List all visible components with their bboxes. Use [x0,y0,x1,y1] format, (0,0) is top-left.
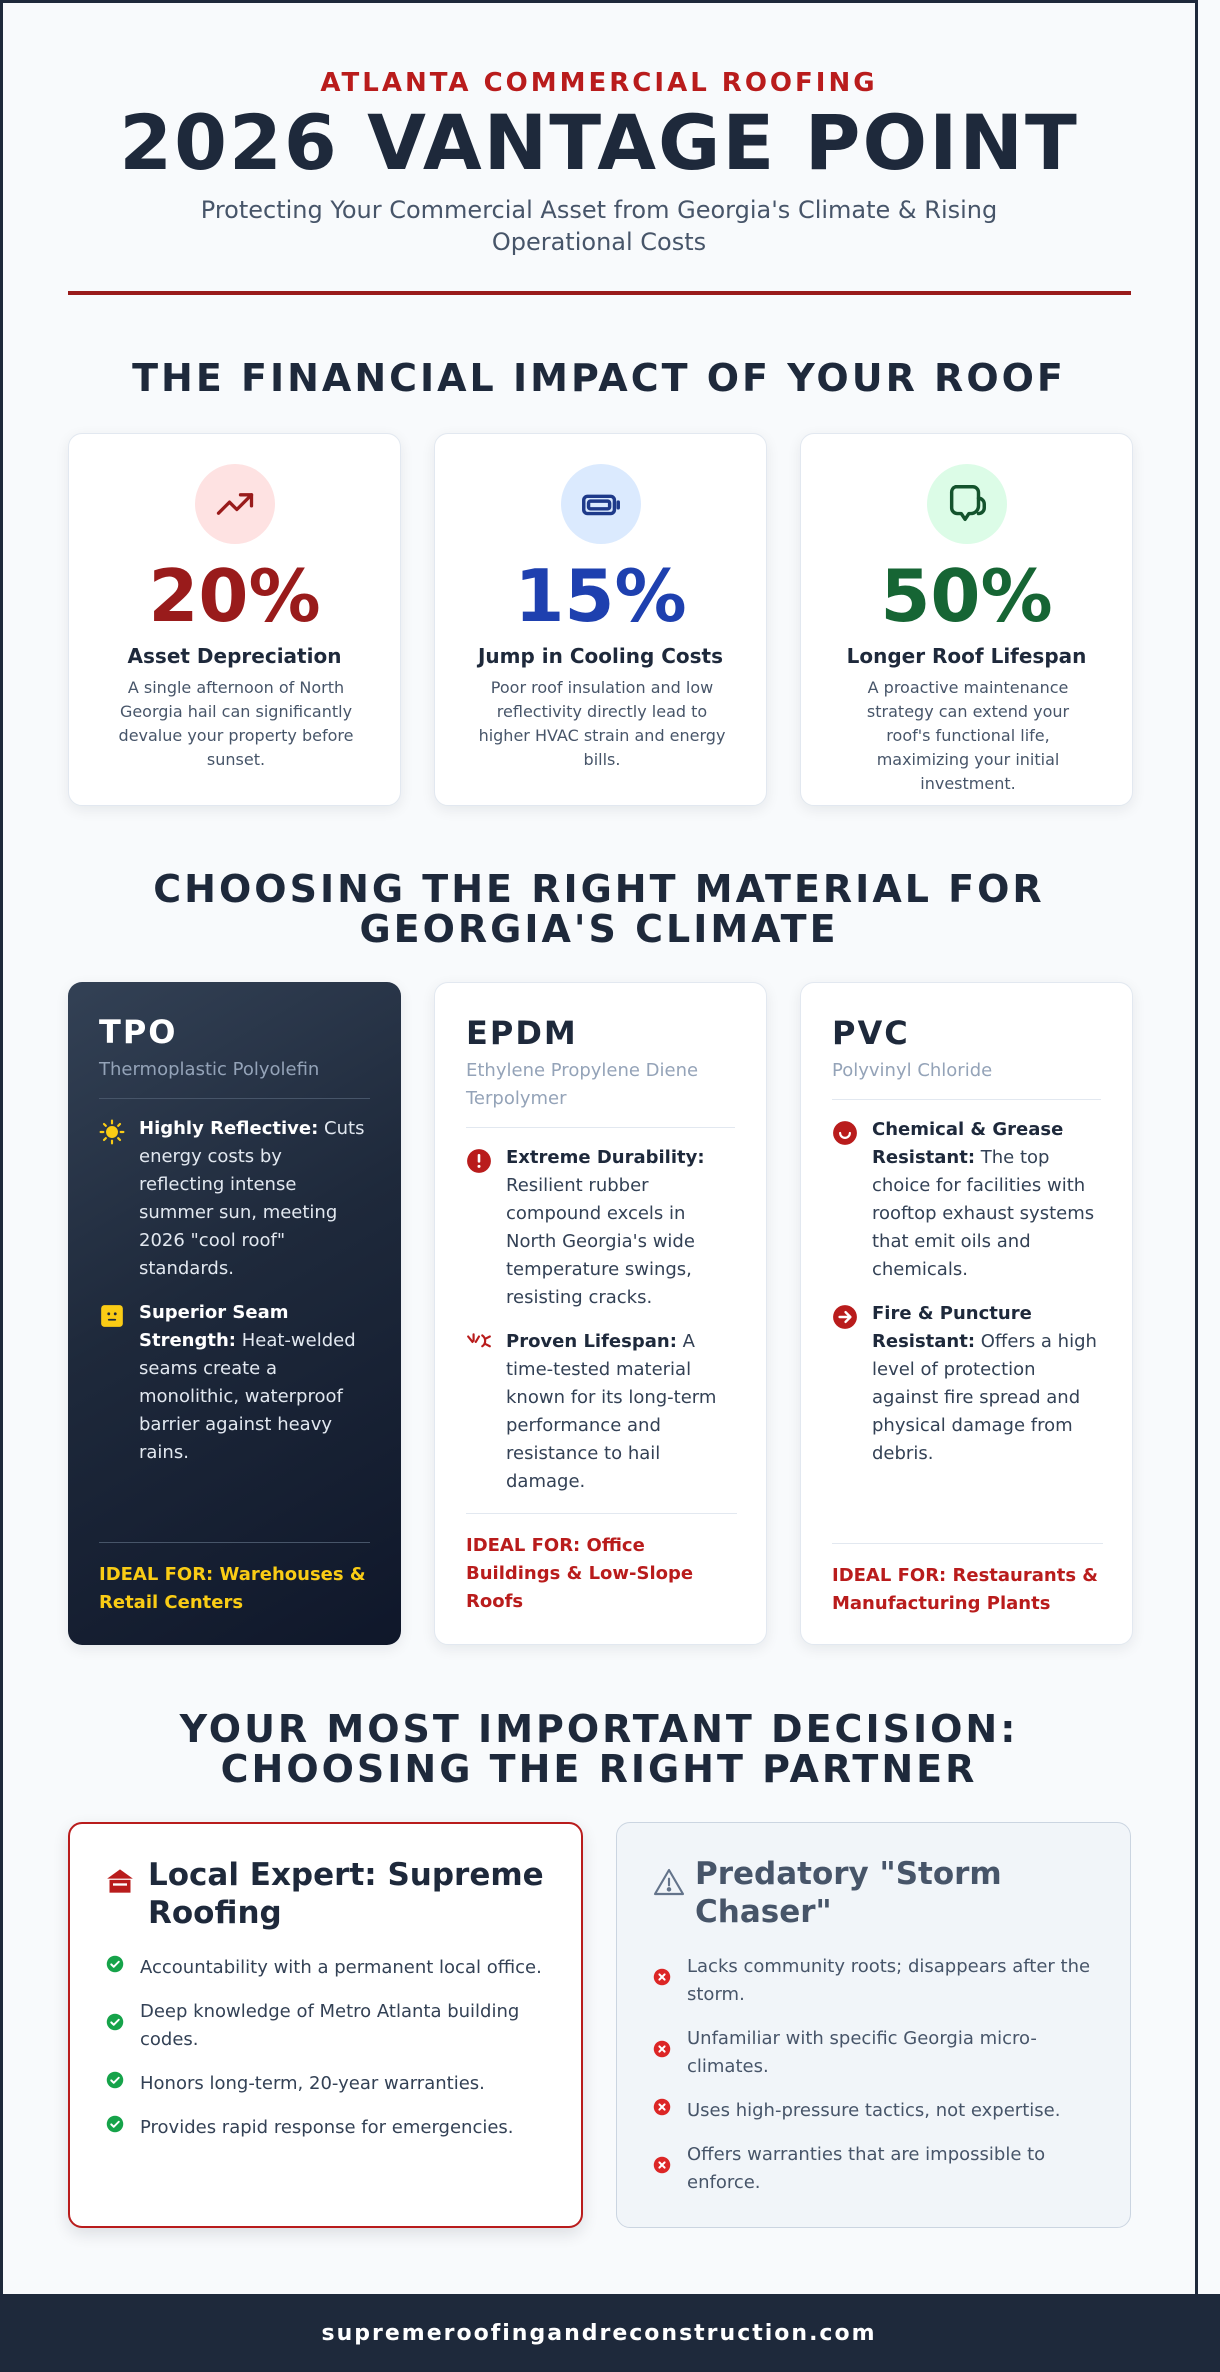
stat-label: Longer Roof Lifespan [846,644,1087,668]
storm-chaser-title: Predatory "Storm Chaser" [695,1856,1002,1930]
list-item-text: Uses high-pressure tactics, not expertise. [687,2100,1061,2121]
stat-description: A proactive maintenance strategy can extend your roof's functional life, maximizing your initial investment. [866,678,1070,793]
drop-icon [832,1116,872,1284]
stat-label: Asset Depreciation [127,644,342,668]
material-fullname: Thermoplastic Polyolefin [99,1056,370,1099]
feature-text: The top choice for facilities with rooftop exhaust systems that emit oils and chemicals. [872,1147,1095,1280]
page-subtitle: Protecting Your Commercial Asset from Georgia's Climate & Rising Operational Costs [200,196,998,256]
stat-description: A single afternoon of North Georgia hail can significantly devalue your property before sunset. [118,678,354,769]
list-item [106,2114,545,2142]
feature-text: Heat-welded seams create a monolithic, waterproof barrier against heavy rains. [139,1330,356,1463]
feature-title: Highly Reflective: [139,1118,319,1139]
material-name: PVC [832,1014,910,1052]
x-circle-icon [653,1967,687,1995]
home-icon [106,1856,148,1898]
material-name: EPDM [466,1014,578,1052]
hail-icon [466,1328,506,1496]
alert-icon [466,1144,506,1312]
trend-up-icon [195,464,275,544]
material-card-pvc [800,982,1133,1645]
list-item-text: Unfamiliar with specific Georgia micro-climates. [687,2028,1037,2077]
feature-title: Fire & Puncture Resistant: [872,1303,1032,1352]
seam-icon [99,1299,139,1467]
list-item [653,2141,1094,2197]
list-item [653,2025,1094,2081]
material-fullname: Ethylene Propylene Diene Terpolymer [466,1057,735,1128]
list-item-text: Offers warranties that are impossible to enforce. [687,2144,1046,2193]
stat-description: Poor roof insulation and low reflectivity directly lead to higher HVAC strain and energy bills. [478,678,726,769]
header-divider [68,291,1131,295]
arrow-circle-icon [832,1300,872,1468]
material-feature [832,1116,1101,1284]
feature-text: A time-tested material known for its long-term performance and resistance to hail damage. [506,1331,717,1492]
list-item-text: Honors long-term, 20-year warranties. [140,2073,485,2094]
list-item-text: Accountability with a permanent local office. [140,1957,542,1978]
material-feature [466,1144,735,1312]
list-item [106,1954,545,1982]
storm-chaser-box [616,1822,1131,2228]
ideal-for: IDEAL FOR: Warehouses & Retail Centers [99,1542,370,1617]
local-expert-list [106,1954,545,2142]
check-icon [106,2012,140,2040]
stat-value: 20% [148,554,321,638]
material-feature [99,1115,370,1283]
material-name: TPO [99,1013,178,1051]
footer [0,2294,1220,2372]
list-item-text: Lacks community roots; disappears after the storm. [687,1956,1091,2005]
feature-title: Chemical & Grease Resistant: [872,1119,1064,1168]
stat-label: Jump in Cooling Costs [477,644,724,668]
feature-title: Proven Lifespan: [506,1331,677,1352]
battery-icon [561,464,641,544]
local-expert-title: Local Expert: Supreme Roofing [148,1857,544,1931]
material-feature [99,1299,370,1467]
material-card-tpo [68,982,401,1645]
shield-icon [927,464,1007,544]
storm-chaser-list [653,1953,1094,2197]
ideal-for: IDEAL FOR: Restaurants & Manufacturing Plants [832,1543,1103,1618]
section-title-partner: YOUR MOST IMPORTANT DECISION: CHOOSING THE RIGHT PARTNER [179,1707,1019,1791]
eyebrow: ATLANTA COMMERCIAL ROOFING [320,68,878,98]
material-card-epdm [434,982,767,1645]
x-circle-icon [653,2097,687,2125]
list-item [106,2070,545,2098]
feature-title: Extreme Durability: [506,1147,705,1168]
section-title-financial: THE FINANCIAL IMPACT OF YOUR ROOF [132,356,1066,400]
list-item-text: Provides rapid response for emergencies. [140,2117,514,2138]
sun-icon [99,1115,139,1283]
stat-card-depreciation [68,433,401,806]
section-title-materials: CHOOSING THE RIGHT MATERIAL FOR GEORGIA'S CLIMATE [153,867,1045,951]
list-item [653,1953,1094,2009]
page-title: 2026 VANTAGE POINT [119,98,1079,187]
stat-value: 15% [514,554,687,638]
footer-url-link[interactable]: supremeroofingandreconstruction.com [321,2320,877,2346]
feature-title: Superior Seam Strength: [139,1302,289,1351]
check-icon [106,1954,140,1982]
feature-text: Resilient rubber compound excels in North Georgia's wide temperature swings, resisting cracks. [506,1175,695,1308]
list-item [106,1998,545,2054]
list-item [653,2097,1094,2125]
local-expert-box [68,1822,583,2228]
x-circle-icon [653,2039,687,2067]
feature-text: Offers a high level of protection against fire spread and physical damage from debris. [872,1331,1097,1464]
warning-icon [653,1855,695,1901]
material-feature [466,1328,735,1496]
stat-value: 50% [880,554,1053,638]
check-icon [106,2114,140,2142]
material-feature [832,1300,1101,1468]
stat-card-cooling [434,433,767,806]
ideal-for: IDEAL FOR: Office Buildings & Low-Slope Roofs [466,1513,737,1616]
stat-card-lifespan [800,433,1133,806]
check-icon [106,2070,140,2098]
material-fullname: Polyvinyl Chloride [832,1057,1101,1100]
feature-text: Cuts energy costs by reflecting intense summer sun, meeting 2026 "cool roof" standards. [139,1118,365,1279]
list-item-text: Deep knowledge of Metro Atlanta building codes. [140,2001,520,2050]
x-circle-icon [653,2155,687,2183]
